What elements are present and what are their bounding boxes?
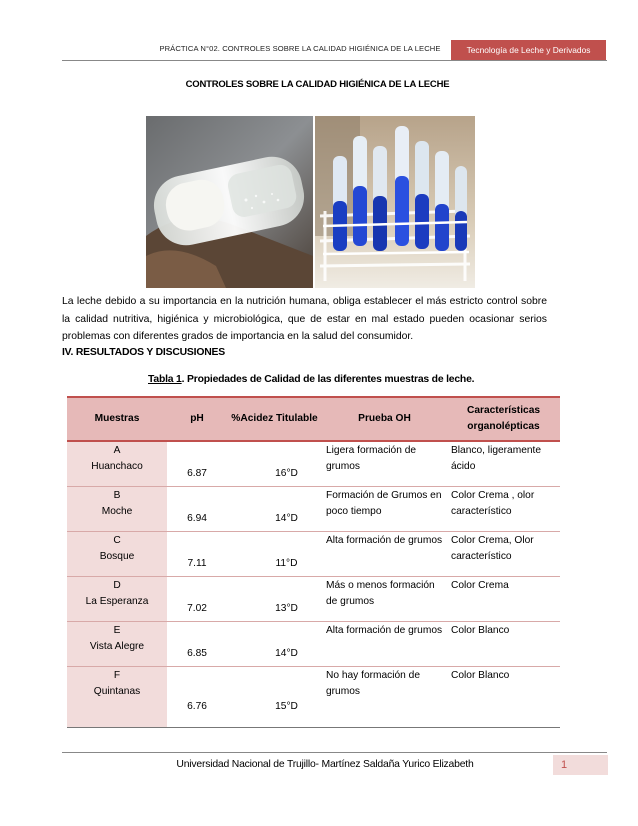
acidity-cell: 11°D: [227, 532, 322, 577]
header-title: PRÁCTICA N°02. CONTROLES SOBRE LA CALIDAD HIGIÉNICA DE LA LECHE: [159, 44, 441, 53]
ph-cell: 7.11: [167, 532, 227, 577]
table-row: [67, 667, 560, 728]
organoleptic-cell: Color Crema , olor característico: [447, 487, 560, 532]
organoleptic-cell: Color Crema: [447, 577, 560, 622]
col-header-oh-test: Prueba OH: [322, 397, 447, 441]
sample-cell: [67, 441, 167, 487]
sample-name: Bosque: [99, 551, 135, 562]
col-header-organoleptic: Características organolépticas: [447, 397, 560, 441]
oh-test-cell: No hay formación de grumos: [322, 667, 447, 728]
organoleptic-cell: Color Blanco: [447, 622, 560, 667]
header-divider: [62, 60, 607, 61]
sample-name: Moche: [101, 506, 133, 517]
sample-cell: [67, 622, 167, 667]
table-row: [67, 532, 560, 577]
sample-cell: [67, 487, 167, 532]
table-row: [67, 622, 560, 667]
table-row: [67, 487, 560, 532]
header-course-badge: Tecnología de Leche y Derivados: [451, 40, 606, 60]
oh-test-cell: Ligera formación de grumos: [322, 441, 447, 487]
tube-rack-photo: [315, 116, 475, 288]
sample-code: C: [113, 535, 121, 546]
footer-divider: [62, 752, 607, 753]
organoleptic-cell: Color Blanco: [447, 667, 560, 728]
table-header-row: [67, 397, 560, 441]
acidity-cell: 14°D: [227, 487, 322, 532]
ph-cell: 6.76: [167, 667, 227, 728]
sample-code: A: [113, 445, 121, 456]
organoleptic-cell: Color Crema, Olor característico: [447, 532, 560, 577]
table-row: [67, 577, 560, 622]
acidity-cell: 13°D: [227, 577, 322, 622]
sample-code: D: [113, 580, 121, 591]
ph-cell: 6.94: [167, 487, 227, 532]
ph-cell: 6.87: [167, 441, 227, 487]
quality-table: [67, 396, 560, 728]
ph-cell: 6.85: [167, 622, 227, 667]
oh-test-cell: Alta formación de grumos: [322, 622, 447, 667]
section-heading: IV. RESULTADOS Y DISCUSIONES: [62, 347, 225, 358]
col-header-sample: Muestras: [67, 397, 167, 441]
table-row: [67, 441, 560, 487]
sample-name: Huanchaco: [91, 461, 143, 472]
col-header-acidity: %Acidez Titulable: [227, 397, 322, 441]
sample-name: La Esperanza: [85, 596, 149, 607]
organoleptic-cell: Blanco, ligeramente ácido: [447, 441, 560, 487]
oh-test-cell: Alta formación de grumos: [322, 532, 447, 577]
sample-name: Vista Alegre: [89, 641, 145, 652]
acidity-cell: 16°D: [227, 441, 322, 487]
sample-code: B: [113, 490, 121, 501]
sample-name: Quintanas: [93, 686, 141, 697]
ph-cell: 7.02: [167, 577, 227, 622]
document-title: CONTROLES SOBRE LA CALIDAD HIGIÉNICA DE LA LECHE: [185, 79, 450, 90]
sample-cell: [67, 532, 167, 577]
sample-code: F: [113, 670, 121, 681]
page-number: 1: [553, 755, 608, 775]
acidity-cell: 14°D: [227, 622, 322, 667]
oh-test-cell: Más o menos formación de grumos: [322, 577, 447, 622]
footer-text: Universidad Nacional de Trujillo- Martínez Saldaña Yurico Elizabeth: [176, 759, 474, 770]
table-caption-text: . Propiedades de Calidad de las diferentes muestras de leche.: [181, 374, 475, 385]
acidity-cell: 15°D: [227, 667, 322, 728]
col-header-ph: pH: [167, 397, 227, 441]
oh-test-cell: Formación de Grumos en poco tiempo: [322, 487, 447, 532]
table-caption: [148, 374, 474, 385]
sample-cell: [67, 667, 167, 728]
sample-code: E: [113, 625, 121, 636]
sample-cell: [67, 577, 167, 622]
intro-paragraph: La leche debido a su importancia en la nutrición humana, obliga establecer el más estricto control sobre la calidad nutritiva, higiénica y microbiológica, que de estar en mal estado pueden ocasionar serios problemas con diferentes grados de importancia en la salud del consumidor.: [62, 296, 547, 342]
table-caption-label: Tabla 1: [148, 374, 182, 385]
test-tubes-photo: [146, 116, 313, 288]
